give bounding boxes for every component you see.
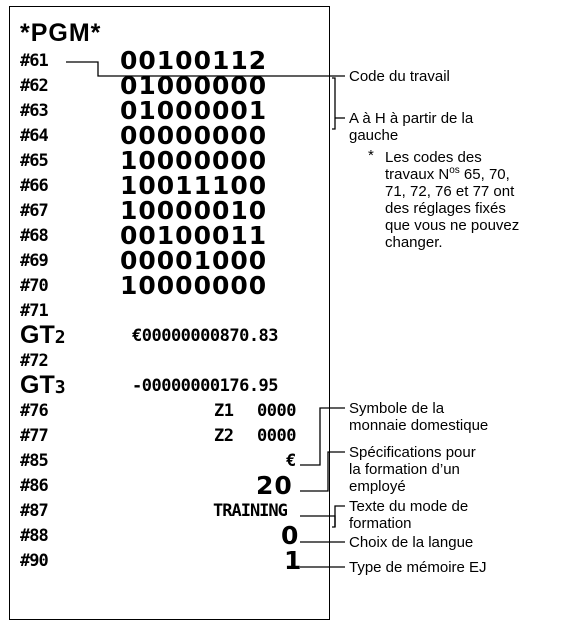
code-68: #68 [20,226,48,246]
code-71: #71 [20,301,48,321]
annotation-ej: Type de mémoire EJ [349,559,487,576]
bracket-a-h [332,78,335,129]
receipt-header: *PGM* [20,19,102,47]
value-62: 01000000 [120,71,268,100]
annotation-spec-2: la formation d’un [349,461,460,478]
code-88: #88 [20,526,48,546]
annotation-a-h-1: A à H à partir de la [349,110,474,127]
annotation-texte-2: formation [349,515,412,532]
annotation-symbole-1: Symbole de la [349,400,445,417]
gt3-value: -00000000176.95 [132,376,279,396]
code-61: #61 [20,51,48,71]
note-line-4: des réglages fixés [385,200,506,217]
annotation-spec-1: Spécifications pour [349,444,476,461]
note-line-2 [385,166,510,183]
note-line-2-pre: travaux N [385,166,450,183]
bracket-texte-bottom [300,516,335,527]
code-62: #62 [20,76,48,96]
note-line-5: que vous ne pouvez [385,217,520,234]
value-88: 0 [281,521,300,550]
leader-code-travail [66,62,345,76]
value-66: 10011100 [120,171,268,200]
value-68: 00100011 [120,221,268,250]
code-69: #69 [20,251,48,271]
value-64: 00000000 [120,121,268,150]
note-line-3: 71, 72, 76 et 77 ont [385,183,515,200]
code-72: #72 [20,351,48,371]
note-line-6: changer. [385,234,443,251]
note-line-1: Les codes des [385,149,482,166]
value-61: 00100112 [120,46,268,75]
leader-spec [300,452,345,491]
training-text: TRAINING [213,501,287,521]
z1-label: Z1 [214,401,234,421]
code-67: #67 [20,201,48,221]
code-77: #77 [20,426,48,446]
value-90: 1 [284,546,303,575]
annotation-symbole-2: monnaie domestique [349,417,489,434]
annotation-a-h-2: gauche [349,127,399,144]
code-63: #63 [20,101,48,121]
gt2-sub: 2 [54,327,66,348]
gt3-sub: 3 [54,377,66,398]
annotation-langue: Choix de la langue [349,534,474,551]
annotation-spec-3: employé [349,478,406,495]
annotation-code-travail: Code du travail [349,68,450,85]
value-77: 0000 [257,426,296,446]
code-65: #65 [20,151,48,171]
note-line-2-post: 65, 70, [459,166,510,183]
gt3-label-text: GT [20,371,55,399]
code-64: #64 [20,126,48,146]
value-86: 20 [256,471,293,500]
note-line-2-sup: os [449,165,460,176]
code-76: #76 [20,401,48,421]
value-63: 01000001 [120,96,268,125]
code-70: #70 [20,276,48,296]
value-67: 10000010 [120,196,268,225]
code-87: #87 [20,501,48,521]
code-86: #86 [20,476,48,496]
value-65: 10000000 [120,146,268,175]
code-66: #66 [20,176,48,196]
annotation-texte-1: Texte du mode de [349,498,469,515]
code-85: #85 [20,451,48,471]
leader-texte [335,506,345,527]
gt2-value: €00000000870.83 [132,326,279,346]
note-star: * [368,147,374,164]
currency-symbol: € [286,451,296,471]
value-69: 00001000 [120,246,268,275]
value-70: 10000000 [120,271,268,300]
value-76: 0000 [257,401,296,421]
leader-symbole [300,408,345,465]
code-90: #90 [20,551,48,571]
gt2-label-text: GT [20,321,55,349]
z2-label: Z2 [214,426,234,446]
